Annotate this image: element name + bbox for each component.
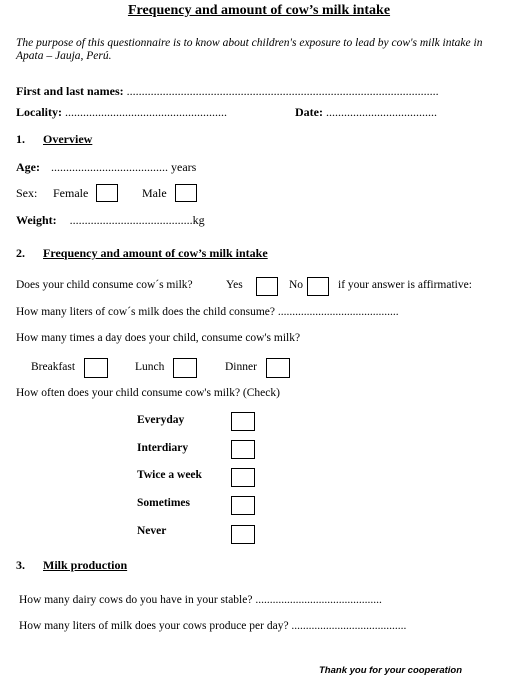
option-sometimes-label: Sometimes bbox=[137, 497, 191, 509]
yes-checkbox[interactable] bbox=[256, 277, 278, 296]
lunch-checkbox[interactable] bbox=[173, 358, 197, 378]
affirmative-note: if your answer is affirmative: bbox=[338, 279, 472, 291]
option-never-checkbox[interactable] bbox=[231, 525, 255, 544]
age-unit: years bbox=[171, 160, 197, 174]
section-title: Milk production bbox=[43, 558, 128, 572]
section-title: Frequency and amount of cow’s milk intake bbox=[43, 246, 268, 260]
form-title: Frequency and amount of cow’s milk intake bbox=[127, 3, 391, 18]
female-label: Female bbox=[53, 186, 89, 200]
section-number: 3. bbox=[16, 558, 25, 572]
age-label: Age: bbox=[16, 160, 40, 174]
section-milk-production-heading bbox=[16, 558, 127, 573]
weight-row bbox=[16, 213, 205, 228]
breakfast-checkbox[interactable] bbox=[84, 358, 108, 378]
age-row bbox=[16, 160, 196, 175]
male-checkbox[interactable] bbox=[175, 184, 197, 202]
date-field[interactable]: ..................................... bbox=[325, 105, 437, 119]
milk-liters-field[interactable]: ........................................ bbox=[291, 620, 407, 632]
no-checkbox[interactable] bbox=[307, 277, 329, 296]
option-twice-a-week-label: Twice a week bbox=[137, 469, 202, 481]
section-title: Overview bbox=[43, 132, 93, 146]
weight-unit: kg bbox=[192, 213, 205, 227]
no-label: No bbox=[289, 279, 304, 291]
locality-row bbox=[16, 105, 227, 120]
liters-field[interactable]: .......................................... bbox=[277, 306, 399, 318]
female-checkbox[interactable] bbox=[96, 184, 118, 202]
section-number: 1. bbox=[16, 132, 25, 146]
option-interdiary-checkbox[interactable] bbox=[231, 440, 255, 459]
times-question: How many times a day does your child, consume cow's milk? bbox=[16, 332, 301, 344]
locality-field[interactable]: ...................................................... bbox=[65, 105, 227, 119]
option-never-label: Never bbox=[137, 525, 167, 537]
section-number: 2. bbox=[16, 246, 25, 260]
locality-label: Locality: bbox=[16, 105, 62, 119]
liters-question-row bbox=[16, 306, 399, 318]
names-label: First and last names: bbox=[16, 84, 124, 98]
weight-field[interactable]: ......................................... bbox=[69, 213, 193, 227]
dairy-cows-question: How many dairy cows do you have in your stable? bbox=[19, 594, 253, 606]
how-often-question: How often does your child consume cow's milk? (Check) bbox=[16, 387, 280, 399]
sex-label: Sex: bbox=[16, 186, 38, 200]
option-interdiary-label: Interdiary bbox=[137, 442, 189, 454]
dairy-cows-question-row bbox=[19, 594, 382, 606]
consume-question: Does your child consume cow´s milk? bbox=[16, 279, 193, 291]
dairy-cows-field[interactable]: ............................................ bbox=[255, 594, 382, 606]
age-field[interactable]: ....................................... bbox=[51, 160, 168, 174]
date-row bbox=[295, 105, 437, 120]
breakfast-label: Breakfast bbox=[31, 361, 76, 373]
milk-liters-question-row bbox=[19, 620, 406, 632]
yes-label: Yes bbox=[226, 279, 243, 291]
weight-label: Weight: bbox=[16, 213, 57, 227]
section-overview-heading bbox=[16, 132, 92, 147]
section-frequency-heading bbox=[16, 246, 268, 261]
thank-you-note: Thank you for your cooperation bbox=[319, 665, 463, 676]
names-row bbox=[16, 84, 439, 99]
option-everyday-label: Everyday bbox=[137, 414, 185, 426]
male-label: Male bbox=[142, 186, 167, 200]
option-everyday-checkbox[interactable] bbox=[231, 412, 255, 431]
option-sometimes-checkbox[interactable] bbox=[231, 496, 255, 515]
dinner-label: Dinner bbox=[225, 361, 257, 373]
names-field[interactable]: ........................................................................................................ bbox=[126, 84, 439, 98]
liters-question: How many liters of cow´s milk does the child consume? bbox=[16, 306, 276, 318]
milk-liters-question: How many liters of milk does your cows produce per day? bbox=[19, 620, 289, 632]
date-label: Date: bbox=[295, 105, 323, 119]
option-twice-a-week-checkbox[interactable] bbox=[231, 468, 255, 487]
intro-text: The purpose of this questionnaire is to know about children's exposure to lead by cow's milk intake in Apata – Jauja, Perú. bbox=[16, 37, 483, 62]
dinner-checkbox[interactable] bbox=[266, 358, 290, 378]
lunch-label: Lunch bbox=[135, 361, 165, 373]
